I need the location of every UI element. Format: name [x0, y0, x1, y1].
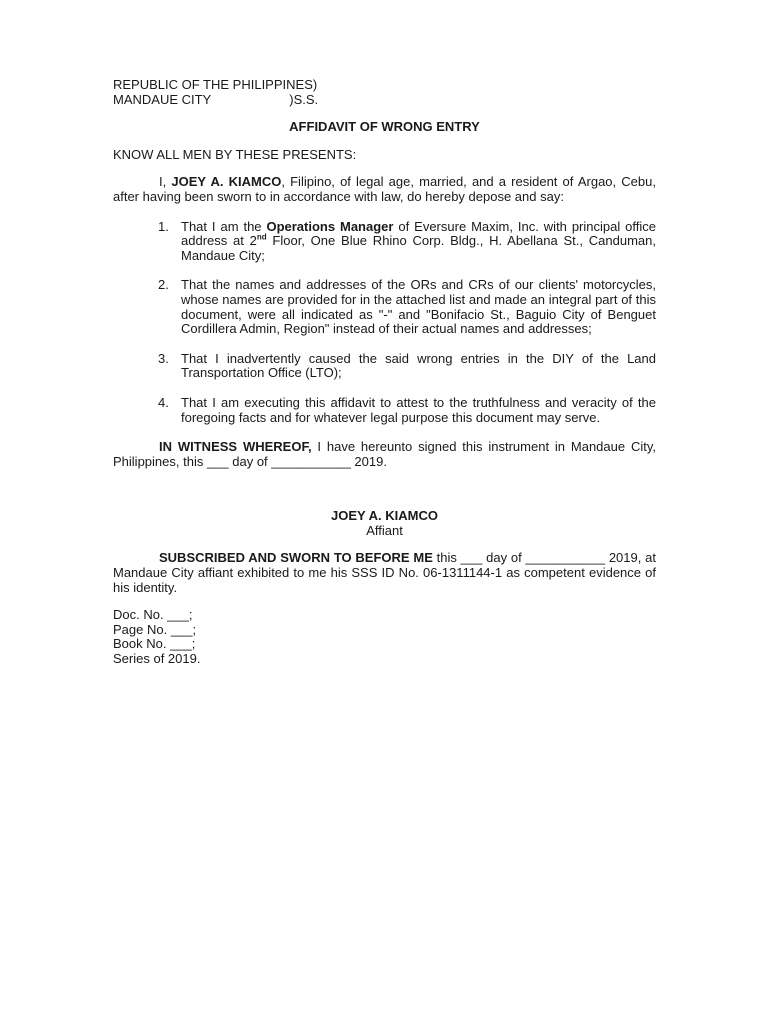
item-1-pre: That I am the — [181, 218, 267, 234]
witness-text: I have hereunto signed this instrument in Mandaue City, Philippines, this ___ day of ___________ 2019. — [113, 439, 656, 469]
affiant-label: Affiant — [366, 522, 403, 538]
list-item-1 — [113, 220, 656, 264]
venue-ss: )S.S. — [289, 91, 319, 107]
series-year: Series of 2019. — [113, 651, 201, 667]
item-1-post: Floor, One Blue Rhino Corp. Bldg., H. Abellana St., Canduman, Mandaue City; — [181, 233, 656, 263]
jurat-paragraph — [113, 551, 656, 595]
jurat-heading: SUBSCRIBED AND SWORN TO BEFORE ME — [159, 550, 433, 566]
item-number: 3. — [158, 350, 169, 366]
venue-line-2 — [113, 93, 656, 108]
page-number: Page No. ___; — [113, 621, 197, 637]
item-2-text: That the names and addresses of the ORs and CRs of our clients' motorcycles, whose names are provided for in the attached list and made an integral part of this document, were all indicated as "-" and "Bonifacio St., Baguio City of Benguet Cordillera Admin, Region" instead of their actual names and addresses; — [181, 277, 656, 337]
list-item-3 — [113, 352, 656, 381]
list-item-2 — [113, 278, 656, 336]
intro-paragraph — [113, 175, 656, 204]
item-4-text: That I am executing this affidavit to attest to the truthfulness and veracity of the foregoing facts and for whatever legal purpose this document may serve. — [181, 394, 656, 425]
list-item-4 — [113, 396, 656, 425]
item-1-position: Operations Manager — [266, 218, 394, 234]
affiant-name-inline: JOEY A. KIAMCO — [171, 174, 282, 190]
intro-post: , Filipino, of legal age, married, and a resident of Argao, Cebu, after having been sworn to in accordance with law, do hereby depose and say: — [113, 174, 656, 204]
witness-paragraph — [113, 440, 656, 469]
affiant-name: JOEY A. KIAMCO — [331, 508, 438, 524]
book-number: Book No. ___; — [113, 636, 196, 652]
item-3-text: That I inadvertently caused the said wrong entries in the DIY of the Land Transportation Office (LTO); — [181, 350, 656, 381]
jurat-text: this ___ day of ___________ 2019, at Mandaue City affiant exhibited to me his SSS ID No. 06-1311144-1 as competent evidence of his identity. — [113, 550, 656, 595]
witness-heading: IN WITNESS WHEREOF, — [159, 439, 312, 455]
item-number: 4. — [158, 394, 169, 410]
intro-pre: I, — [159, 174, 172, 190]
item-1-ordinal: nd — [256, 232, 267, 242]
document-body — [113, 78, 656, 667]
item-1-mid: of Eversure Maxim, Inc. with principal office address at 2 — [181, 218, 657, 249]
venue-city: MANDAUE CITY — [113, 91, 212, 107]
venue-line-1: REPUBLIC OF THE PHILIPPINES) — [113, 77, 318, 92]
doc-number: Doc. No. ___; — [113, 607, 193, 623]
opening-line: KNOW ALL MEN BY THESE PRESENTS: — [113, 146, 357, 162]
item-number: 1. — [158, 218, 169, 234]
document-title: AFFIDAVIT OF WRONG ENTRY — [289, 119, 480, 135]
item-number: 2. — [158, 277, 169, 293]
